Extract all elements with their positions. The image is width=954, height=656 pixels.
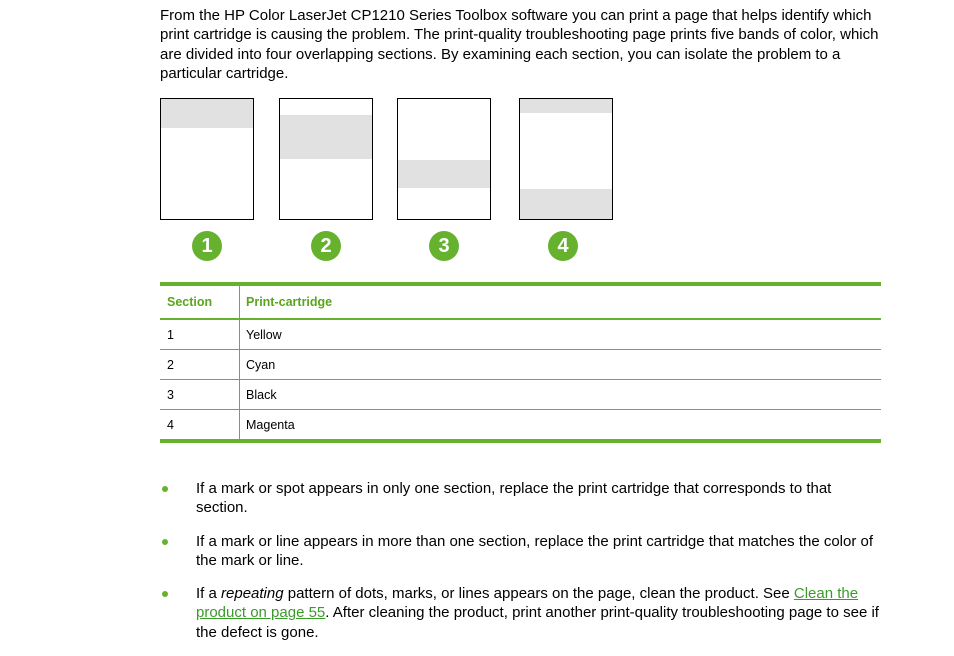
- bullet-text-3-post: . After cleaning the product, print another print-quality troubleshooting page to see if the defect is gone.: [196, 604, 879, 641]
- intro-paragraph: From the HP Color LaserJet CP1210 Series Toolbox software you can print a page that helps identify which print cartridge is causing the problem. The print-quality troubleshooting page prints five bands of color, which are divided into four overlapping sections. By examining each section, you can isolate the problem to a particular cartridge.: [160, 7, 879, 82]
- cell-section: 3: [160, 380, 240, 409]
- bullet-icon: [162, 486, 168, 492]
- section-number-badge-2: 2: [311, 231, 341, 261]
- cell-cartridge: Black: [246, 387, 277, 402]
- bullet-text-3-mid: pattern of dots, marks, or lines appears on the page, clean the product. See: [283, 585, 794, 603]
- band-section-4-top: [520, 99, 612, 113]
- cell-section: 1: [160, 320, 240, 349]
- table-row: [160, 380, 881, 410]
- header-print-cartridge: Print-cartridge: [246, 295, 333, 309]
- section-number-badge-1: 1: [192, 231, 222, 261]
- table-row: [160, 350, 881, 380]
- list-item: [160, 584, 885, 642]
- page-diagram-1: [160, 98, 254, 220]
- cell-cartridge: Cyan: [246, 357, 276, 372]
- bullet-text-3-emphasis: repeating: [221, 585, 284, 603]
- bullet-text-2: If a mark or line appears in more than one section, replace the print cartridge that matches the color of the mark or line.: [196, 532, 874, 569]
- section-number-badge-3: 3: [429, 231, 459, 261]
- page-diagram-4: [519, 98, 613, 220]
- bullet-text-3-pre: If a: [196, 585, 222, 603]
- table-header-row: [160, 286, 881, 320]
- instruction-list: [160, 479, 885, 656]
- band-section-4-bottom: [520, 189, 612, 219]
- cell-section: 4: [160, 410, 240, 439]
- header-section: Section: [160, 286, 240, 318]
- cell-cartridge: Magenta: [246, 417, 295, 432]
- page-diagram-3: [397, 98, 491, 220]
- band-section-1: [161, 99, 253, 128]
- page-diagram-2: [279, 98, 373, 220]
- band-section-3: [398, 160, 490, 188]
- list-item: [160, 479, 885, 518]
- section-number-badge-4: 4: [548, 231, 578, 261]
- list-item: [160, 532, 885, 571]
- cell-section: 2: [160, 350, 240, 379]
- bullet-text-1: If a mark or spot appears in only one section, replace the print cartridge that corresponds to that section.: [196, 480, 832, 517]
- clean-product-link[interactable]: Clean the product on page 55: [196, 585, 859, 622]
- bullet-icon: [162, 539, 168, 545]
- table-row: [160, 410, 881, 439]
- cartridge-table: [160, 282, 881, 443]
- table-row: [160, 320, 881, 350]
- bullet-icon: [162, 591, 168, 597]
- cell-cartridge: Yellow: [246, 327, 282, 342]
- band-section-2: [280, 115, 372, 159]
